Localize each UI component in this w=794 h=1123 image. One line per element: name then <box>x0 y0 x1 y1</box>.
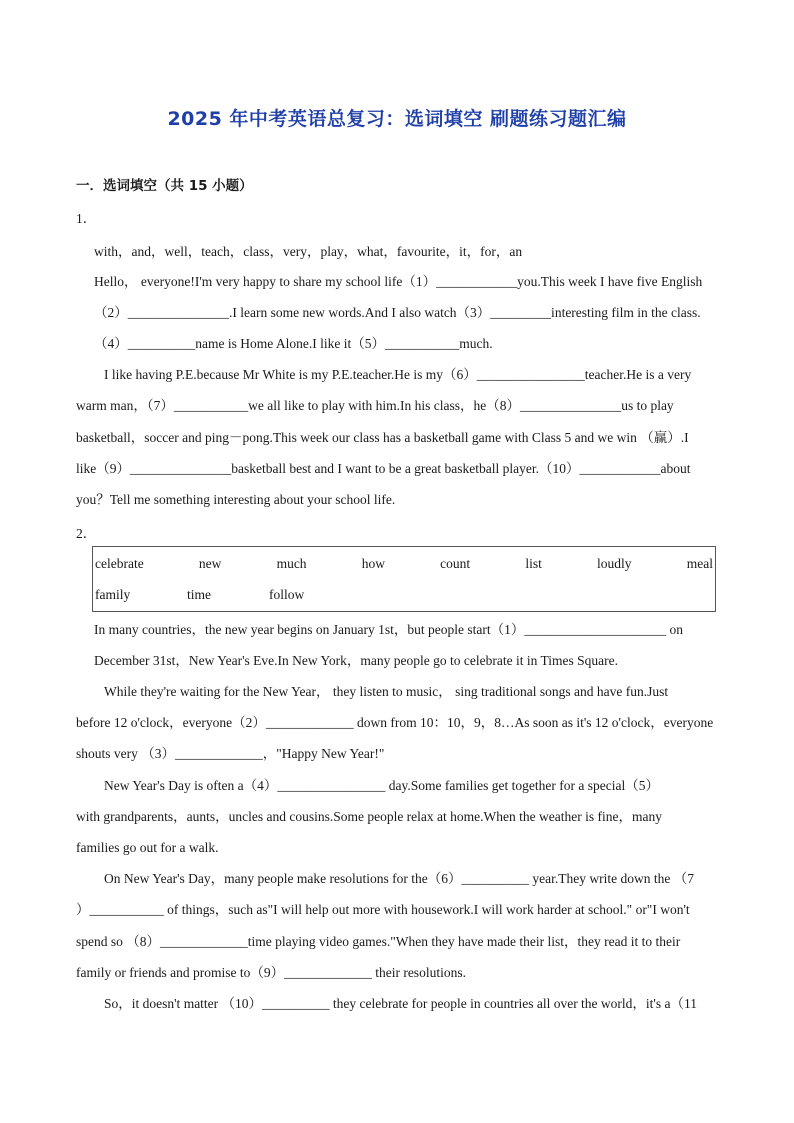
question-1-number: 1． <box>76 211 97 226</box>
q2-line: shouts very （3）_____________，"Happy New Year!" <box>76 746 385 761</box>
q2-line: While they're waiting for the New Year， they listen to music， sing traditional songs and have fun.Just <box>104 684 669 699</box>
word-bank-item: loudly <box>597 556 632 571</box>
page-title: 2025 年中考英语总复习：选词填空 刷题练习题汇编 <box>167 108 627 130</box>
word-bank-item: time <box>187 587 211 602</box>
word-bank-item: follow <box>269 587 305 602</box>
q1-line: Hello， everyone!I'm very happy to share my school life（1）____________you.This week I have five English <box>94 274 703 289</box>
question-2-word-bank <box>92 546 716 612</box>
q2-line: New Year's Day is often a（4）________________ day.Some families get together for a special（5） <box>104 778 659 793</box>
question-1-word-bank: with，and，well，teach，class，very，play，what，favourite，it，for，an <box>94 244 523 259</box>
word-bank-item: how <box>361 556 385 571</box>
word-bank-item: meal <box>686 556 713 571</box>
q2-line: In many countries，the new year begins on January 1st，but people start（1）_____________________ on <box>94 622 684 637</box>
q2-line: So，it doesn't matter （10）__________ they celebrate for people in countries all over the world，it's a（11 <box>104 996 697 1011</box>
q2-line: ）___________ of things，such as"I will help out more with housework.I will work harder at school." or"I won't <box>76 902 690 917</box>
q1-line: （2）_______________.I learn some new words.And I also watch（3）_________interesting film in the class. <box>94 305 701 320</box>
word-bank-item: much <box>276 556 307 571</box>
q2-line: families go out for a walk. <box>76 840 219 855</box>
word-bank-item: list <box>525 556 542 571</box>
q2-line: December 31st，New Year's Eve.In New York，many people go to celebrate it in Times Square. <box>94 653 618 668</box>
q1-line: basketball，soccer and ping－pong.This week our class has a basketball game with Class 5 and we win （赢）.I <box>76 430 689 445</box>
word-bank-item: family <box>95 587 131 602</box>
q1-line: （4）__________name is Home Alone.I like it（5）___________much. <box>94 336 493 351</box>
word-bank-item: celebrate <box>95 556 144 571</box>
word-bank-item: count <box>440 556 471 571</box>
q1-line: I like having P.E.because Mr White is my P.E.teacher.He is my（6）________________teacher.He is a very <box>104 367 692 382</box>
q2-line: On New Year's Day，many people make resolutions for the（6）__________ year.They write down the （7 <box>104 871 694 886</box>
q2-line: spend so （8）_____________time playing video games."When they have made their list，they read it to their <box>76 934 681 949</box>
q2-line: before 12 o'clock，everyone（2）_____________ down from 10：10，9，8…As soon as it's 12 o'clock，everyone <box>76 715 714 730</box>
question-2-number: 2． <box>76 526 97 541</box>
q1-line: warm man，（7）___________we all like to play with him.In his class，he（8）_______________us to play <box>76 398 674 413</box>
word-bank-item: new <box>198 556 222 571</box>
q1-line: like（9）_______________basketball best and I want to be a great basketball player.（10）____________about <box>76 461 691 476</box>
q2-line: with grandparents，aunts，uncles and cousins.Some people relax at home.When the weather is fine，many <box>76 809 662 824</box>
q2-line: family or friends and promise to（9）_____________ their resolutions. <box>76 965 466 980</box>
q1-line: you？Tell me something interesting about your school life. <box>76 492 396 507</box>
section-heading: 一．选词填空（共 15 小题） <box>76 178 253 194</box>
